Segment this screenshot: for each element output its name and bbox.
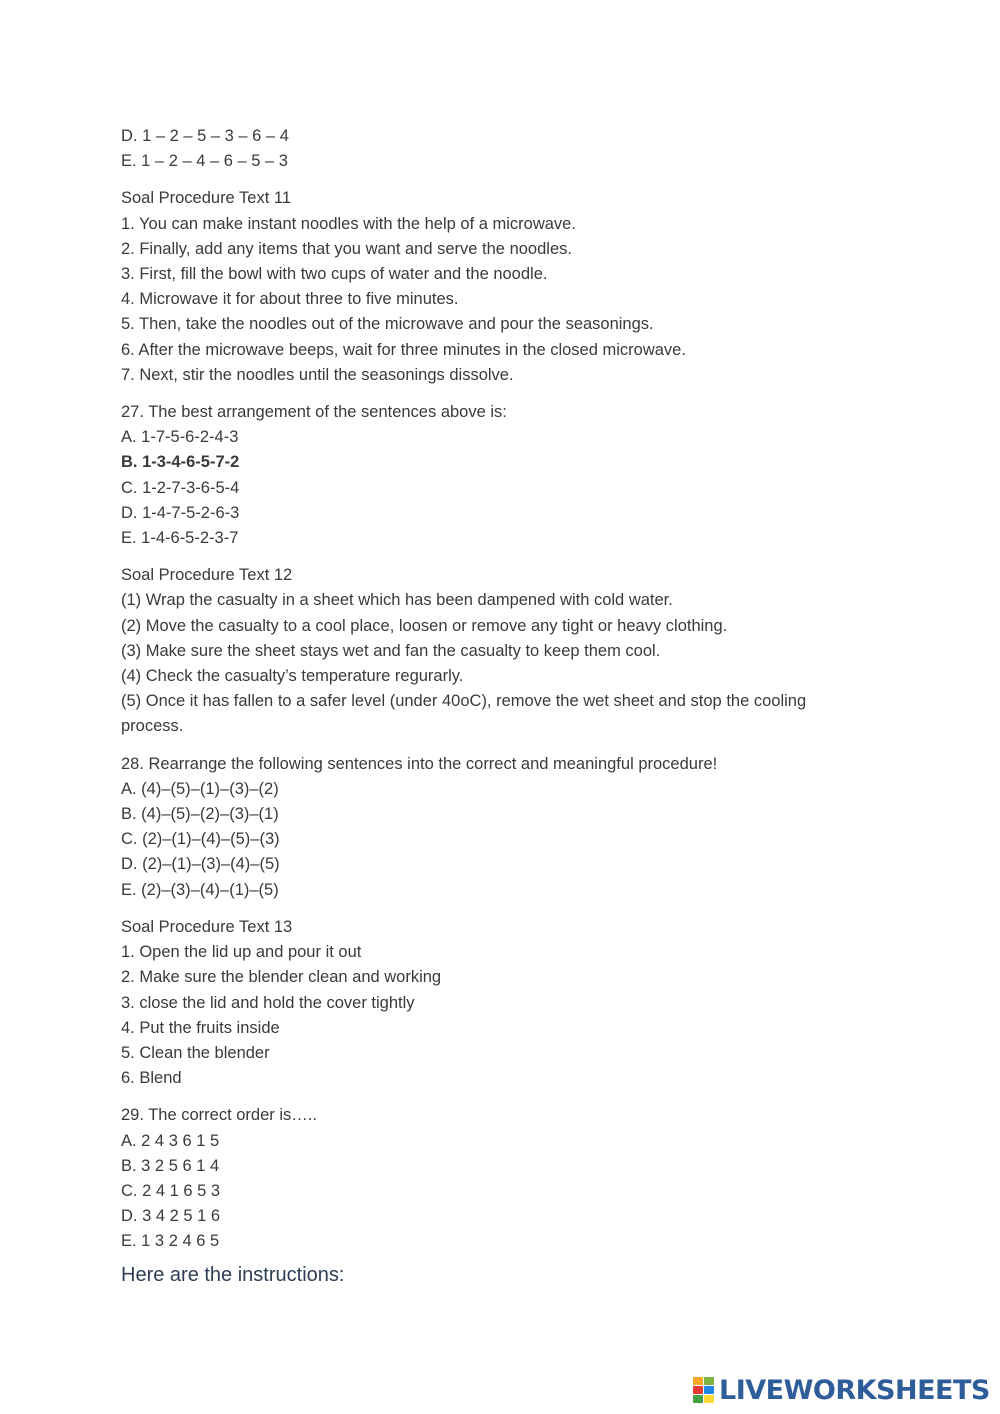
- text12-sentence: (3) Make sure the sheet stays wet and fan the casualty to keep them cool.: [121, 641, 661, 660]
- previous-option-d: D. 1 – 2 – 5 – 3 – 6 – 4: [121, 127, 289, 145]
- worksheet-content: [121, 124, 841, 1289]
- q27-option-b: B. 1-3-4-6-5-7-2: [121, 453, 240, 472]
- text13-sentence: 4. Put the fruits inside: [121, 1018, 280, 1037]
- text13-sentence: 2. Make sure the blender clean and working: [121, 968, 442, 987]
- q29-option-a: A. 2 4 3 6 1 5: [121, 1131, 220, 1150]
- previous-option-e: E. 1 – 2 – 4 – 6 – 5 – 3: [121, 152, 288, 171]
- logo-tile: [693, 1386, 703, 1394]
- q28-option-d: D. (2)–(1)–(3)–(4)–(5): [121, 855, 280, 874]
- logo-tile: [693, 1377, 703, 1385]
- text12-sentence: (1) Wrap the casualty in a sheet which has been dampened with cold water.: [121, 591, 673, 610]
- q27-option-d: D. 1-4-7-5-2-6-3: [121, 503, 240, 522]
- q29-question: 29. The correct order is…..: [121, 1106, 317, 1125]
- text12-sentence: (5) Once it has fallen to a safer level (under 40oC), remove the wet sheet and stop the cooling process.: [121, 692, 807, 736]
- text11-sentence: 7. Next, stir the noodles until the seasonings dissolve.: [121, 365, 514, 384]
- q27-option-c: C. 1-2-7-3-6-5-4: [121, 478, 240, 497]
- text12-sentence: (2) Move the casualty to a cool place, loosen or remove any tight or heavy clothing.: [121, 616, 728, 635]
- text13-sentence: 1. Open the lid up and pour it out: [121, 943, 362, 962]
- text11-sentence: 3. First, fill the bowl with two cups of water and the noodle.: [121, 265, 548, 284]
- text13-sentence: 6. Blend: [121, 1069, 182, 1088]
- text11-sentence: 6. After the microwave beeps, wait for three minutes in the closed microwave.: [121, 340, 686, 359]
- q29-option-e: E. 1 3 2 4 6 5: [121, 1232, 220, 1251]
- logo-tile: [704, 1377, 714, 1385]
- text11-sentence: 4. Microwave it for about three to five minutes.: [121, 290, 459, 309]
- text12-title: Soal Procedure Text 12: [121, 566, 293, 585]
- q27-question: 27. The best arrangement of the sentences above is:: [121, 403, 507, 422]
- q29-option-c: C. 2 4 1 6 5 3: [121, 1181, 221, 1200]
- q28-option-a: A. (4)–(5)–(1)–(3)–(2): [121, 779, 279, 798]
- q27-option-e: E. 1-4-6-5-2-3-7: [121, 529, 239, 548]
- text11-sentence: 1. You can make instant noodles with the help of a microwave.: [121, 214, 576, 233]
- logo-tile: [704, 1395, 714, 1403]
- instructions-heading: Here are the instructions:: [121, 1263, 345, 1286]
- q28-option-e: E. (2)–(3)–(4)–(1)–(5): [121, 880, 279, 899]
- logo-tile: [693, 1395, 703, 1403]
- logo-text: LIVEWORKSHEETS: [719, 1374, 990, 1406]
- q28-option-b: B. (4)–(5)–(2)–(3)–(1): [121, 805, 279, 824]
- text11-sentence: 5. Then, take the noodles out of the microwave and pour the seasonings.: [121, 315, 654, 334]
- q28-question: 28. Rearrange the following sentences into the correct and meaningful procedure!: [121, 754, 718, 773]
- q29-option-b: B. 3 2 5 6 1 4: [121, 1156, 220, 1175]
- text11-title: Soal Procedure Text 11: [121, 189, 291, 208]
- liveworksheets-logo-icon: [693, 1377, 715, 1403]
- q29-option-d: D. 3 4 2 5 1 6: [121, 1207, 221, 1226]
- text13-title: Soal Procedure Text 13: [121, 917, 293, 936]
- liveworksheets-logo[interactable]: [693, 1373, 990, 1407]
- text12-sentence: (4) Check the casualty’s temperature regurarly.: [121, 667, 464, 686]
- text13-sentence: 3. close the lid and hold the cover tightly: [121, 993, 415, 1012]
- text11-sentence: 2. Finally, add any items that you want and serve the noodles.: [121, 239, 572, 258]
- logo-tile: [704, 1386, 714, 1394]
- q28-option-c: C. (2)–(1)–(4)–(5)–(3): [121, 830, 280, 849]
- text13-sentence: 5. Clean the blender: [121, 1043, 270, 1062]
- q27-option-a: A. 1-7-5-6-2-4-3: [121, 428, 239, 447]
